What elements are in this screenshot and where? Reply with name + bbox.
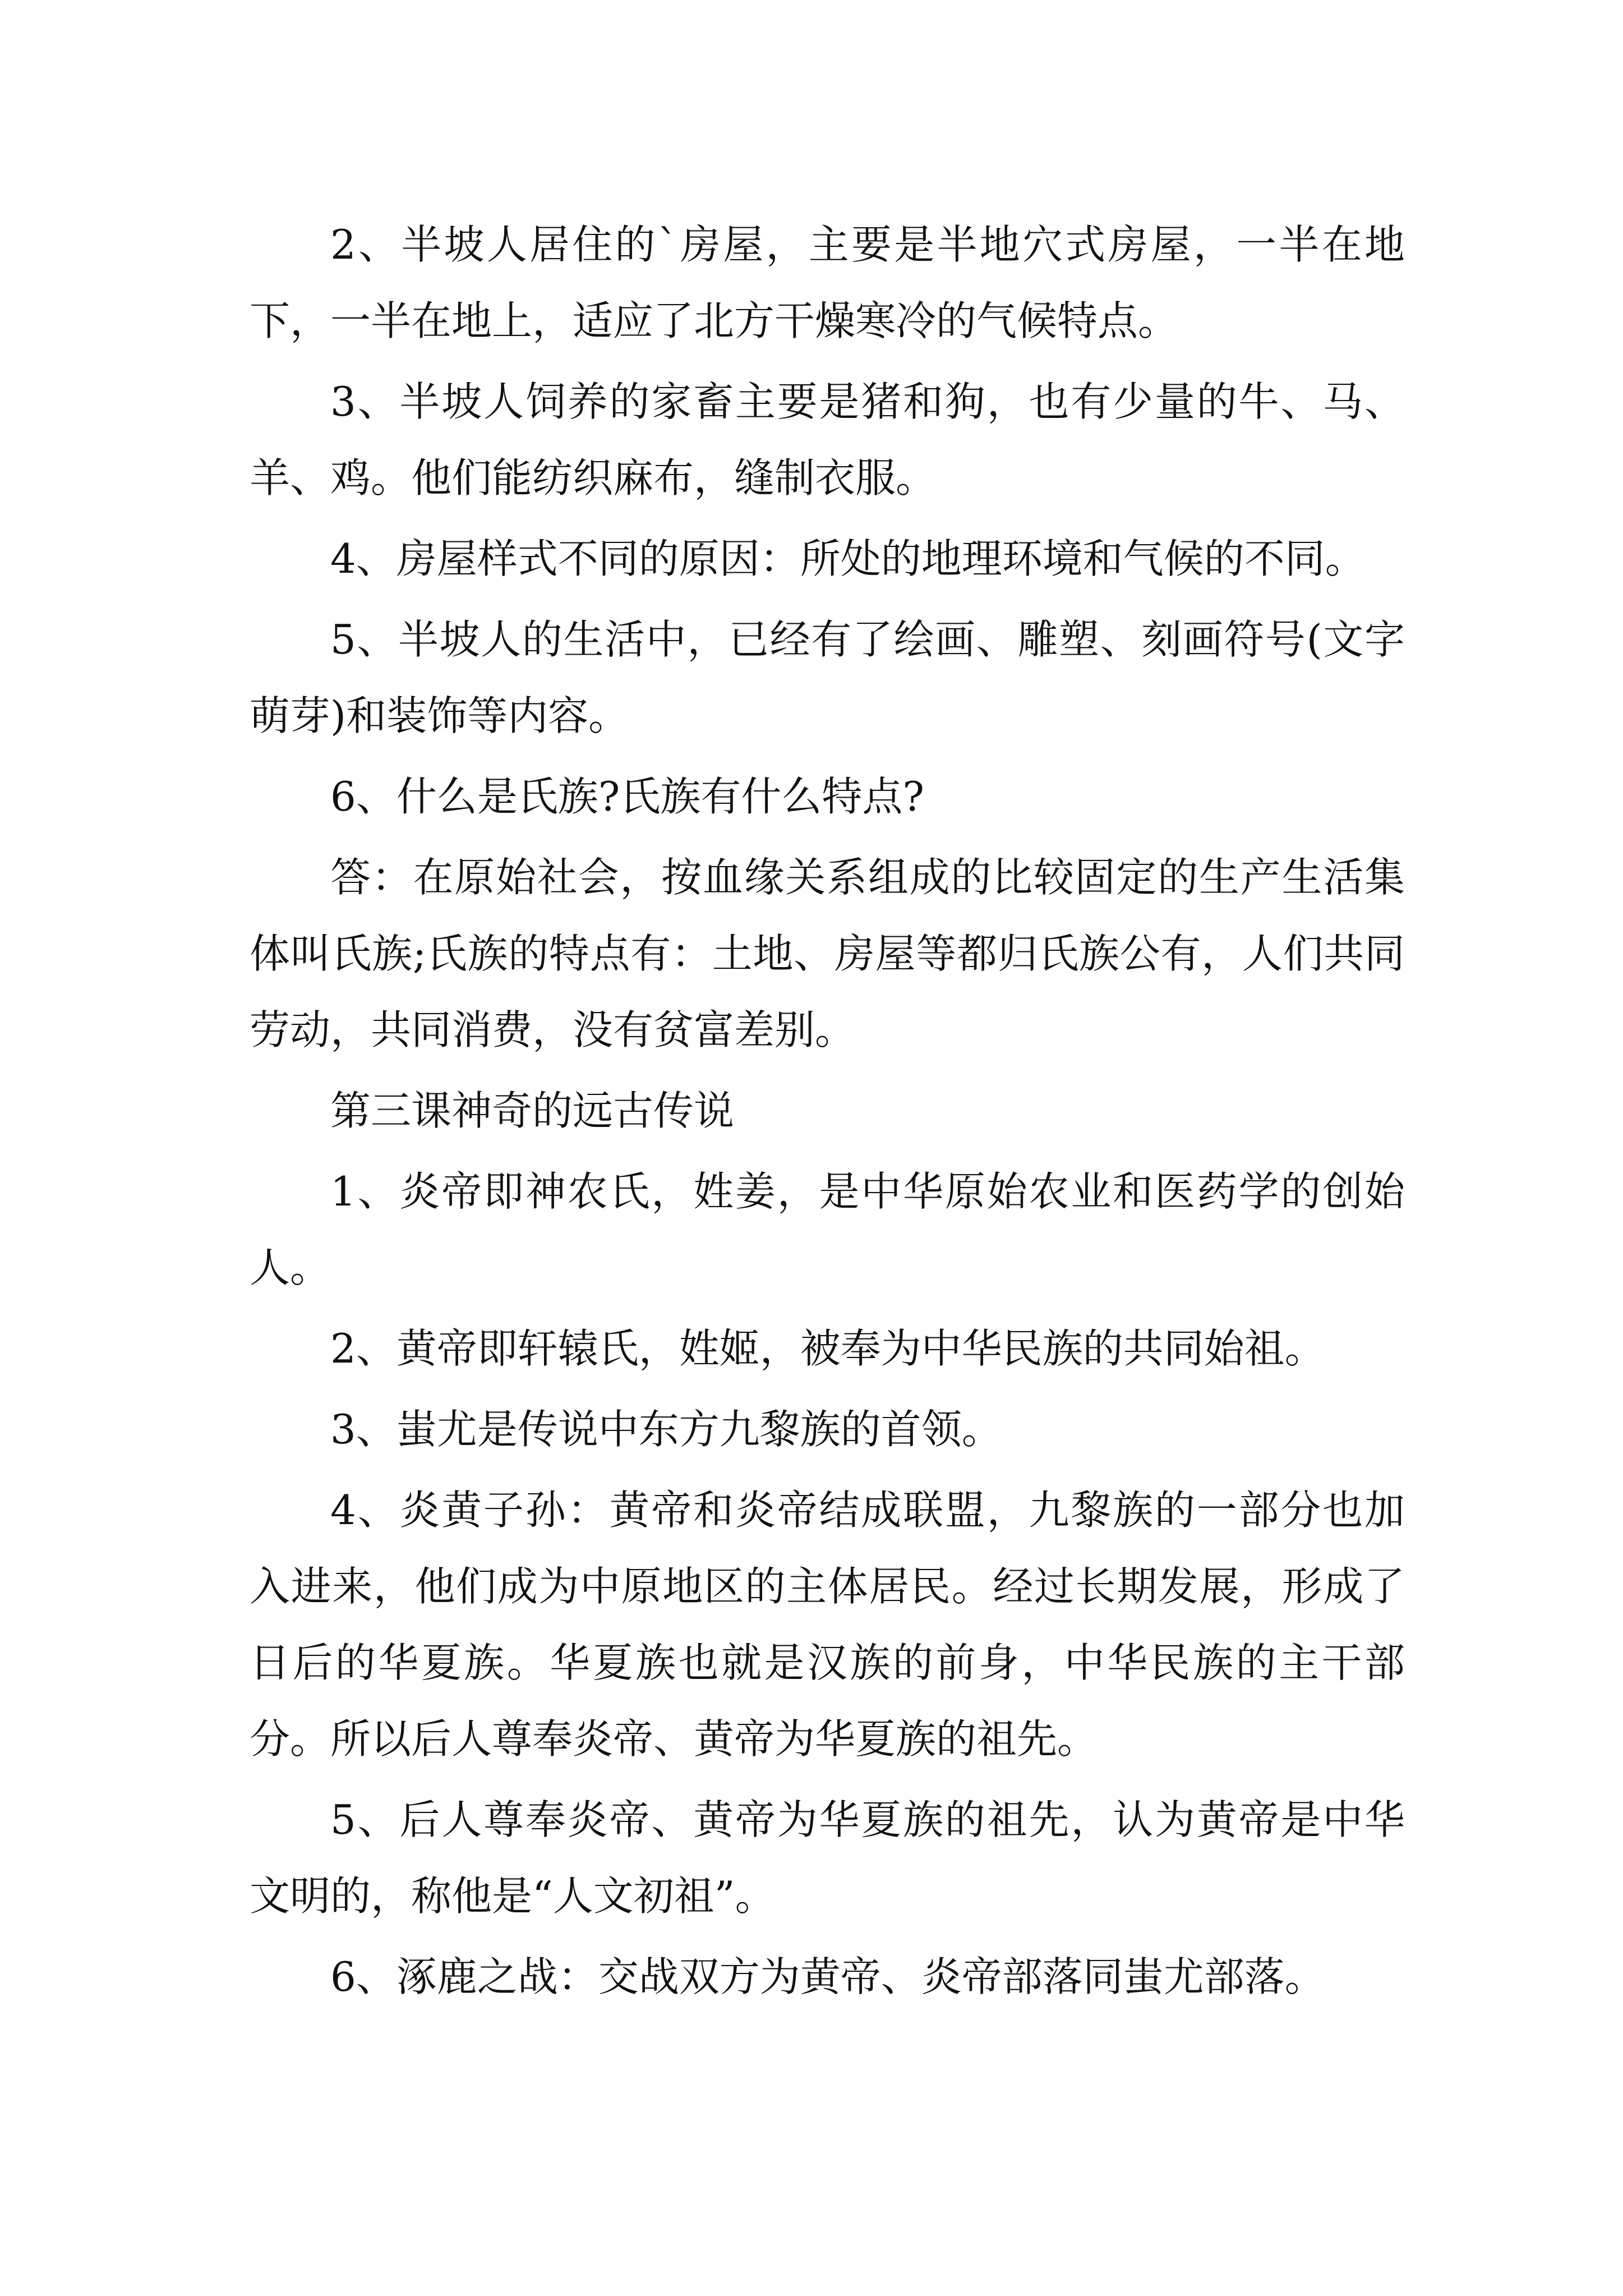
paragraph-chiyou: 3、蚩尤是传说中东方九黎族的首领。 — [330, 1406, 1002, 1453]
paragraph-ancestors: 5、后人尊奉炎帝、黄帝为华夏族的祖先，认为黄帝是中华文明的，称他是“人文初祖”。 — [250, 1796, 1405, 1920]
document-body — [250, 206, 1405, 2019]
paragraph-yanhuang-descendants: 4、炎黄子孙：黄帝和炎帝结成联盟，九黎族的一部分也加入进来，他们成为中原地区的主体居民。经过长期发展，形成了日后的华夏族。华夏族也就是汉族的前身，中华民族的主干部分。所以后人尊奉炎帝、黄帝为华夏族的祖先。 — [250, 1487, 1405, 1763]
paragraph-huangdi: 2、黄帝即轩辕氏，姓姬，被奉为中华民族的共同始祖。 — [330, 1325, 1325, 1372]
paragraph-art-symbols: 5、半坡人的生活中，已经有了绘画、雕塑、刻画符号(文字萌芽)和装饰等内容。 — [250, 616, 1405, 739]
paragraph-livestock: 3、半坡人饲养的家畜主要是猪和狗，也有少量的牛、马、羊、鸡。他们能纺织麻布，缝制衣服。 — [250, 378, 1405, 501]
paragraph-house-style: 2、半坡人居住的`房屋，主要是半地穴式房屋，一半在地下，一半在地上，适应了北方干燥寒冷的气候特点。 — [250, 221, 1405, 344]
paragraph-zhuolu-battle: 6、涿鹿之战：交战双方为黄帝、炎帝部落同蚩尤部落。 — [330, 1953, 1325, 2000]
paragraph-clan-answer: 答：在原始社会，按血缘关系组成的比较固定的生产生活集体叫氏族;氏族的特点有：土地、房屋等都归氏族公有，人们共同劳动，共同消费，没有贫富差别。 — [250, 854, 1405, 1053]
paragraph-yandi: 1、炎帝即神农氏，姓姜，是中华原始农业和医药学的创始人。 — [250, 1168, 1405, 1291]
paragraph-house-difference: 4、房屋样式不同的原因：所处的地理环境和气候的不同。 — [330, 535, 1366, 582]
section-heading: 第三课神奇的远古传说 — [330, 1087, 735, 1134]
paragraph-clan-question: 6、什么是氏族?氏族有什么特点? — [330, 773, 925, 820]
